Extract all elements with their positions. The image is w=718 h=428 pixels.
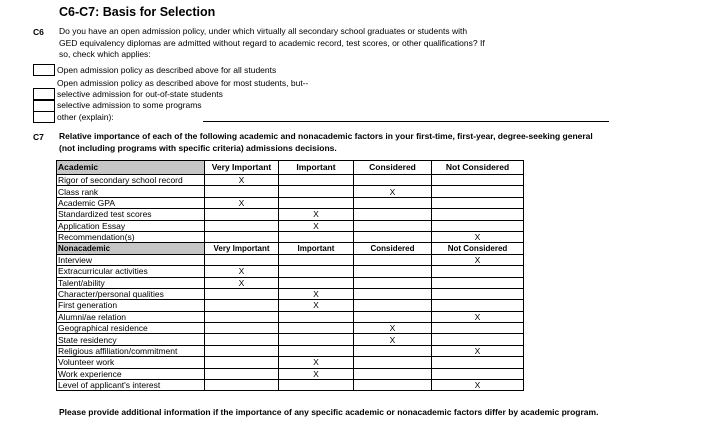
rating-cell[interactable]: X (432, 380, 524, 391)
option-label: Open admission policy as described above for all students (57, 65, 277, 75)
factor-label: Character/personal qualities (57, 288, 205, 299)
table-row (57, 231, 524, 242)
question-line: GED equivalency diplomas are admitted without regard to academic record, test scores, or other qualifications? If (59, 37, 485, 48)
rating-cell[interactable] (354, 380, 432, 391)
rating-cell[interactable]: X (205, 266, 279, 277)
rating-cell[interactable] (354, 197, 432, 208)
table-row (57, 311, 524, 322)
table-row (57, 220, 524, 231)
factor-label: Standardized test scores (57, 209, 205, 220)
rating-cell[interactable] (205, 345, 279, 356)
col-header: Very Important (205, 243, 279, 254)
additional-info-note: Please provide additional information if the importance of any specific academic or nonacademic factors differ by academic program. (59, 407, 599, 417)
rating-cell[interactable] (432, 209, 524, 220)
rating-cell[interactable] (432, 334, 524, 345)
rating-cell[interactable] (205, 186, 279, 197)
question-line: (not including programs with specific criteria) admissions decisions. (59, 142, 337, 153)
col-header: Not Considered (432, 161, 524, 175)
rating-cell[interactable]: X (279, 288, 354, 299)
rating-cell[interactable] (279, 380, 354, 391)
factor-label: Religious affiliation/commitment (57, 345, 205, 356)
rating-cell[interactable] (279, 345, 354, 356)
rating-cell[interactable] (279, 175, 354, 186)
rating-cell[interactable] (279, 186, 354, 197)
table-row (57, 323, 524, 334)
rating-cell[interactable] (279, 311, 354, 322)
rating-cell[interactable]: X (205, 197, 279, 208)
rating-cell[interactable] (432, 300, 524, 311)
nonacademic-header: Nonacademic (57, 243, 205, 254)
factor-label: Academic GPA (57, 197, 205, 208)
rating-cell[interactable] (354, 209, 432, 220)
rating-cell[interactable] (432, 277, 524, 288)
table-row (57, 288, 524, 299)
factor-label: Application Essay (57, 220, 205, 231)
factor-label: First generation (57, 300, 205, 311)
question-line: Relative importance of each of the following academic and nonacademic factors in your first-time, first-year, degree-seeking general (59, 131, 593, 141)
factor-label: Volunteer work (57, 357, 205, 368)
table-row (57, 277, 524, 288)
rating-cell[interactable] (205, 288, 279, 299)
factor-label: Class rank (57, 186, 205, 197)
rating-cell[interactable]: X (432, 254, 524, 265)
rating-cell[interactable] (205, 357, 279, 368)
table-row (57, 334, 524, 345)
rating-cell[interactable]: X (205, 175, 279, 186)
table-row (57, 175, 524, 186)
rating-cell[interactable] (205, 380, 279, 391)
out-of-state-checkbox[interactable] (33, 88, 55, 100)
rating-cell[interactable] (432, 220, 524, 231)
rating-cell[interactable] (279, 266, 354, 277)
rating-cell[interactable] (205, 220, 279, 231)
factor-label: Rigor of secondary school record (57, 175, 205, 186)
option-label: selective admission to some programs (57, 100, 202, 110)
table-row (57, 368, 524, 379)
question-line: so, check which applies: (59, 49, 151, 59)
factor-label: Extracurricular activities (57, 266, 205, 277)
rating-cell[interactable] (354, 220, 432, 231)
rating-cell[interactable] (354, 231, 432, 242)
rating-cell[interactable]: X (279, 357, 354, 368)
question-line: Do you have an open admission policy, under which virtually all secondary school graduates or students with (59, 26, 468, 36)
rating-cell[interactable]: X (354, 323, 432, 334)
rating-cell[interactable] (354, 175, 432, 186)
rating-cell[interactable] (205, 311, 279, 322)
rating-cell[interactable]: X (279, 220, 354, 231)
rating-cell[interactable]: X (279, 368, 354, 379)
factor-label: Talent/ability (57, 277, 205, 288)
rating-cell[interactable] (279, 254, 354, 265)
col-header: Considered (354, 243, 432, 254)
rating-cell[interactable] (354, 357, 432, 368)
rating-cell[interactable]: X (205, 277, 279, 288)
rating-cell[interactable]: X (432, 231, 524, 242)
rating-cell[interactable] (205, 323, 279, 334)
rating-cell[interactable] (432, 175, 524, 186)
rating-cell[interactable] (205, 231, 279, 242)
rating-cell[interactable] (354, 277, 432, 288)
rating-cell[interactable]: X (279, 300, 354, 311)
rating-cell[interactable] (354, 368, 432, 379)
option-label: other (explain): (57, 112, 114, 122)
rating-cell[interactable] (432, 357, 524, 368)
rating-cell[interactable] (432, 186, 524, 197)
open-admission-all-checkbox[interactable] (33, 64, 55, 76)
option-label: selective admission for out-of-state students (57, 89, 223, 99)
rating-cell[interactable] (432, 323, 524, 334)
rating-cell[interactable] (354, 345, 432, 356)
rating-cell[interactable] (432, 368, 524, 379)
rating-cell[interactable] (205, 300, 279, 311)
factors-table (56, 160, 524, 391)
other-explain-field[interactable] (203, 121, 609, 122)
table-row (57, 197, 524, 208)
rating-cell[interactable]: X (432, 345, 524, 356)
rating-cell[interactable] (279, 277, 354, 288)
rating-cell[interactable]: X (354, 186, 432, 197)
rating-cell[interactable] (279, 197, 354, 208)
rating-cell[interactable]: X (354, 334, 432, 345)
factor-label: Alumni/ae relation (57, 311, 205, 322)
table-row (57, 300, 524, 311)
rating-cell[interactable] (205, 254, 279, 265)
rating-cell[interactable]: X (279, 209, 354, 220)
rating-cell[interactable] (354, 311, 432, 322)
nonacademic-header-row (57, 243, 524, 254)
col-header: Considered (354, 161, 432, 175)
rating-cell[interactable] (205, 334, 279, 345)
factor-label: Geographical residence (57, 323, 205, 334)
question-text-c7 (59, 131, 593, 154)
factor-label: Interview (57, 254, 205, 265)
table-row (57, 357, 524, 368)
rating-cell[interactable] (432, 197, 524, 208)
other-checkbox[interactable] (33, 111, 55, 123)
rating-cell[interactable]: X (432, 311, 524, 322)
rating-cell[interactable] (205, 368, 279, 379)
table-row (57, 380, 524, 391)
rating-cell[interactable] (279, 323, 354, 334)
table-row (57, 186, 524, 197)
rating-cell[interactable] (279, 334, 354, 345)
rating-cell[interactable] (354, 300, 432, 311)
table-row (57, 266, 524, 277)
factor-label: Level of applicant's interest (57, 380, 205, 391)
question-text-c6 (59, 26, 485, 61)
rating-cell[interactable] (354, 254, 432, 265)
rating-cell[interactable] (354, 266, 432, 277)
rating-cell[interactable] (279, 231, 354, 242)
question-number-c7: C7 (33, 132, 44, 142)
col-header: Important (279, 243, 354, 254)
section-title: C6-C7: Basis for Selection (59, 5, 216, 19)
table-row (57, 209, 524, 220)
option-label: Open admission policy as described above for most students, but-- (57, 78, 309, 88)
rating-cell[interactable] (354, 288, 432, 299)
table-row (57, 254, 524, 265)
col-header: Very Important (205, 161, 279, 175)
table-row (57, 345, 524, 356)
academic-header: Academic (57, 161, 205, 175)
rating-cell[interactable] (205, 209, 279, 220)
factor-label: Recommendation(s) (57, 231, 205, 242)
rating-cell[interactable] (432, 288, 524, 299)
rating-cell[interactable] (432, 266, 524, 277)
col-header: Not Considered (432, 243, 524, 254)
col-header: Important (279, 161, 354, 175)
question-number-c6: C6 (33, 27, 44, 37)
factor-label: Work experience (57, 368, 205, 379)
academic-header-row (57, 161, 524, 175)
factor-label: State residency (57, 334, 205, 345)
